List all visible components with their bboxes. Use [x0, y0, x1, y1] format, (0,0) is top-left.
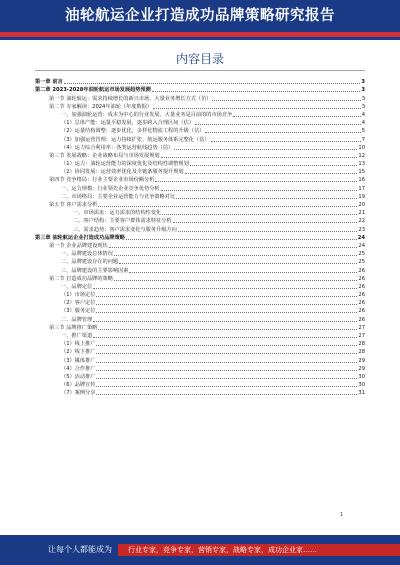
toc-entry-page: 17 [358, 185, 365, 192]
toc-leader-dots [96, 345, 357, 346]
toc-entry[interactable] [35, 299, 365, 307]
toc-leader-dots [96, 304, 357, 305]
toc-leader-dots [119, 263, 357, 264]
toc-entry-page: 26 [358, 300, 365, 307]
toc-entry[interactable] [35, 250, 365, 258]
toc-entry[interactable] [35, 94, 365, 102]
toc-entry[interactable] [35, 184, 365, 192]
toc-entry-page: 24 [358, 242, 365, 249]
toc-entry[interactable] [35, 119, 365, 127]
toc-leader-dots [98, 329, 357, 330]
toc-entry-text: 第三节 发展战略：企业战略布局与市场发展规划 [49, 152, 160, 159]
toc-leader-dots [96, 378, 357, 379]
toc-entry[interactable] [35, 209, 365, 217]
toc-entry-page: 26 [358, 292, 365, 299]
toc-entry-page: 28 [358, 341, 365, 348]
toc-leader-dots [93, 337, 357, 338]
toc-leader-dots [96, 353, 357, 354]
toc-entry[interactable] [35, 135, 365, 143]
toc-entry-page: 26 [358, 316, 365, 323]
table-of-contents [35, 78, 365, 397]
toc-leader-dots [126, 239, 357, 240]
toc-entry-text: （2）协同发展：运营效率优化及全链条服务提升规划 [61, 169, 184, 176]
toc-leader-dots [190, 165, 358, 166]
toc-entry-page: 3 [361, 103, 365, 110]
toc-entry-text: （3）服务定位 [61, 308, 96, 315]
toc-entry[interactable] [35, 315, 365, 323]
toc-leader-dots [129, 272, 357, 273]
toc-entry-text: （1）总体产能：运量平稳发展，逐步跨入合理区间（估） [61, 120, 194, 127]
toc-entry-page: 30 [358, 373, 365, 380]
toc-entry[interactable] [35, 160, 365, 168]
toc-leader-dots [205, 132, 360, 133]
toc-leader-dots [162, 214, 357, 215]
toc-entry[interactable] [35, 266, 365, 274]
toc-entry[interactable] [35, 348, 365, 356]
toc-leader-dots [211, 141, 361, 142]
toc-leader-dots [114, 255, 358, 256]
toc-entry-text: 第二章 2023-2028年油轮航运市场发展趋势预测 [35, 87, 151, 94]
toc-entry-page: 19 [358, 193, 365, 200]
toc-entry[interactable] [35, 86, 365, 94]
toc-leader-dots [212, 100, 360, 101]
toc-leader-dots [93, 288, 357, 289]
toc-entry-text: 三、需求趋势：客户需求变化与服务升级方向 [73, 226, 177, 233]
toc-entry-page: 25 [358, 251, 365, 258]
toc-entry-page: 27 [358, 324, 365, 331]
toc-entry-text: 第五节 客户需求分析 [49, 202, 98, 208]
toc-leader-dots [173, 222, 358, 223]
toc-title: 内容目录 [175, 52, 224, 66]
toc-entry-text: 一、推广渠道 [61, 333, 93, 339]
toc-leader-dots [161, 190, 358, 191]
toc-entry[interactable] [35, 258, 365, 266]
toc-entry-text: （2）运量结构调整：逐步优化，多样化物流工程的升级（估） [61, 128, 205, 135]
toc-entry-page: 3 [361, 87, 365, 94]
toc-entry-page: 26 [358, 267, 365, 274]
toc-entry-text: 一、品牌定位 [61, 283, 93, 290]
toc-leader-dots [93, 321, 357, 322]
toc-entry-page: 29 [358, 365, 365, 372]
toc-entry-page: 4 [361, 111, 365, 118]
toc-entry[interactable] [35, 78, 365, 86]
toc-entry[interactable] [35, 381, 365, 389]
page-number: 1 [340, 512, 344, 518]
toc-entry-text: （3）加强运营管理：运力持续扩张，航运服务体系完整化（估） [61, 136, 210, 143]
toc-entry-text: （1）运力：油轮运营能力的深度优化及结构性调整规划 [61, 161, 189, 168]
toc-entry[interactable] [35, 234, 365, 242]
toc-entry-page: 29 [358, 357, 365, 364]
toc-entry[interactable] [35, 324, 365, 332]
toc-entry[interactable] [35, 176, 365, 184]
toc-entry-page: 23 [358, 226, 365, 233]
footer-slogan-right: 行业专家，竞争专家，营销专家，战略专家，成功企业家…… [128, 546, 317, 554]
toc-leader-dots [176, 198, 357, 199]
toc-entry-text: 一、品牌建设总体情况 [61, 251, 113, 258]
toc-entry-text: （5）活动推广 [61, 373, 96, 380]
toc-entry-page: 3 [361, 95, 365, 102]
toc-entry-text: 一、加强油轮运营：成本为中心的行业发展，大量业务是目前的的市场竞争 [61, 111, 233, 118]
toc-entry-text: （2）客户定位 [61, 300, 96, 307]
toc-entry-text: 第二节 打造成功品牌的策略 [49, 275, 113, 282]
toc-leader-dots [185, 173, 358, 174]
toc-entry[interactable] [35, 127, 365, 135]
toc-entry-page: 5 [361, 128, 365, 135]
toc-entry-page: 3 [361, 79, 365, 86]
toc-entry[interactable] [35, 242, 365, 250]
toc-leader-dots [114, 280, 357, 281]
toc-leader-dots [153, 108, 361, 109]
toc-entry-page: 7 [361, 136, 365, 143]
toc-entry-page: 26 [358, 275, 365, 282]
toc-entry-page: 10 [358, 144, 365, 151]
report-header [0, 0, 400, 40]
toc-entry-text: 二、市场格局：主要企业运营能力与竞争策略对比 [61, 193, 176, 200]
toc-leader-dots [174, 149, 357, 150]
toc-leader-dots [98, 206, 357, 207]
toc-entry[interactable] [35, 365, 365, 373]
toc-entry-page: 15 [358, 169, 365, 176]
toc-entry[interactable] [35, 389, 365, 397]
toc-entry[interactable] [35, 217, 365, 225]
toc-entry[interactable] [35, 144, 365, 152]
toc-entry-text: 一、运力规模：行业领先企业竞争优势分析 [61, 185, 160, 192]
report-footer [0, 535, 400, 565]
toc-entry-text: （2）线下推广 [61, 349, 96, 356]
toc-leader-dots [96, 362, 357, 363]
toc-leader-dots [64, 83, 361, 84]
toc-entry-text: 二、品牌建设存在的问题 [61, 259, 119, 266]
toc-entry-page: 25 [358, 259, 365, 266]
toc-entry[interactable] [35, 225, 365, 233]
toc-leader-dots [96, 370, 357, 371]
toc-leader-dots [195, 124, 361, 125]
toc-entry-page: 26 [358, 283, 365, 290]
toc-leader-dots [155, 181, 357, 182]
header-red-stripe [0, 32, 400, 37]
toc-entry[interactable] [35, 193, 365, 201]
toc-entry-text: 第一章 前言 [35, 79, 63, 86]
toc-leader-dots [96, 386, 357, 387]
toc-leader-dots [109, 247, 358, 248]
toc-entry-page: 27 [358, 333, 365, 339]
toc-leader-dots [178, 231, 358, 232]
toc-entry-page: 12 [358, 152, 365, 159]
toc-entry-text: （1）市场定位 [61, 292, 96, 299]
toc-entry[interactable] [35, 103, 365, 111]
toc-entry-text: 一、市场需求：运力需求的结构性变化 [73, 210, 162, 217]
toc-entry-text: （1）线上推广 [61, 341, 96, 348]
toc-leader-dots [233, 116, 360, 117]
toc-entry-text: 第三节 品牌推广策略 [49, 324, 98, 331]
toc-entry-text: 第一节 油轮航运：需求持续增长的新兴市场，大量业务增长方式（仿） [49, 95, 212, 102]
toc-entry[interactable] [35, 291, 365, 299]
toc-entry[interactable] [35, 111, 365, 119]
toc-entry-text: 第四节 竞争格局：行业主要企业市场份额分析 [49, 177, 155, 184]
toc-entry-page: 20 [358, 202, 365, 208]
toc-entry[interactable] [35, 152, 365, 160]
toc-entry[interactable] [35, 340, 365, 348]
toc-entry-text: 三、品牌建设的主要影响因素 [61, 267, 129, 274]
toc-leader-dots [161, 157, 358, 158]
toc-entry[interactable] [35, 307, 365, 315]
toc-entry-page: 13 [358, 161, 365, 168]
toc-entry[interactable] [35, 168, 365, 176]
toc-leader-dots [96, 296, 357, 297]
toc-entry-page: 28 [358, 349, 365, 356]
toc-entry-page: 21 [358, 210, 365, 217]
footer-slogan-left: 让每个人都能成为 [48, 545, 112, 554]
toc-entry-text: 二、客户结构：主要客户群体需求特征分析 [73, 218, 172, 225]
toc-entry-text: （4）合作推广 [61, 365, 96, 372]
toc-entry-page: 26 [358, 308, 365, 315]
toc-entry-text: （7）案例分享 [61, 390, 96, 397]
toc-entry-page: 16 [358, 177, 365, 184]
toc-entry[interactable] [35, 332, 365, 340]
toc-entry-text: （3）媒体推广 [61, 357, 96, 364]
toc-divider [35, 70, 365, 71]
toc-leader-dots [152, 91, 361, 92]
report-title: 油轮航运企业打造成功品牌策略研究报告 [65, 8, 335, 24]
toc-entry-text: 二、品牌管理 [61, 316, 93, 323]
toc-entry[interactable] [35, 283, 365, 291]
toc-entry-text: 第一节 企业品牌建设现状 [49, 242, 108, 249]
toc-entry[interactable] [35, 373, 365, 381]
toc-entry-text: （4）运力综合利用率：各类运营航线趋势（估） [61, 144, 174, 151]
toc-entry-text: （6）品牌宣传 [61, 382, 96, 389]
toc-entry-page: 24 [357, 234, 365, 241]
toc-leader-dots [96, 312, 357, 313]
toc-entry[interactable] [35, 201, 365, 209]
toc-entry-text: 第二节 专家解读：2024年油轮（年度数据） [49, 103, 153, 110]
toc-entry-page: 4 [361, 120, 365, 127]
toc-entry-page: 30 [358, 382, 365, 389]
toc-leader-dots [96, 394, 357, 395]
toc-entry[interactable] [35, 275, 365, 283]
toc-entry-page: 22 [358, 218, 365, 225]
toc-entry[interactable] [35, 356, 365, 364]
toc-entry-text: 第三章 油轮航运企业打造成功品牌策略 [35, 234, 125, 241]
toc-entry-page: 31 [358, 390, 365, 397]
